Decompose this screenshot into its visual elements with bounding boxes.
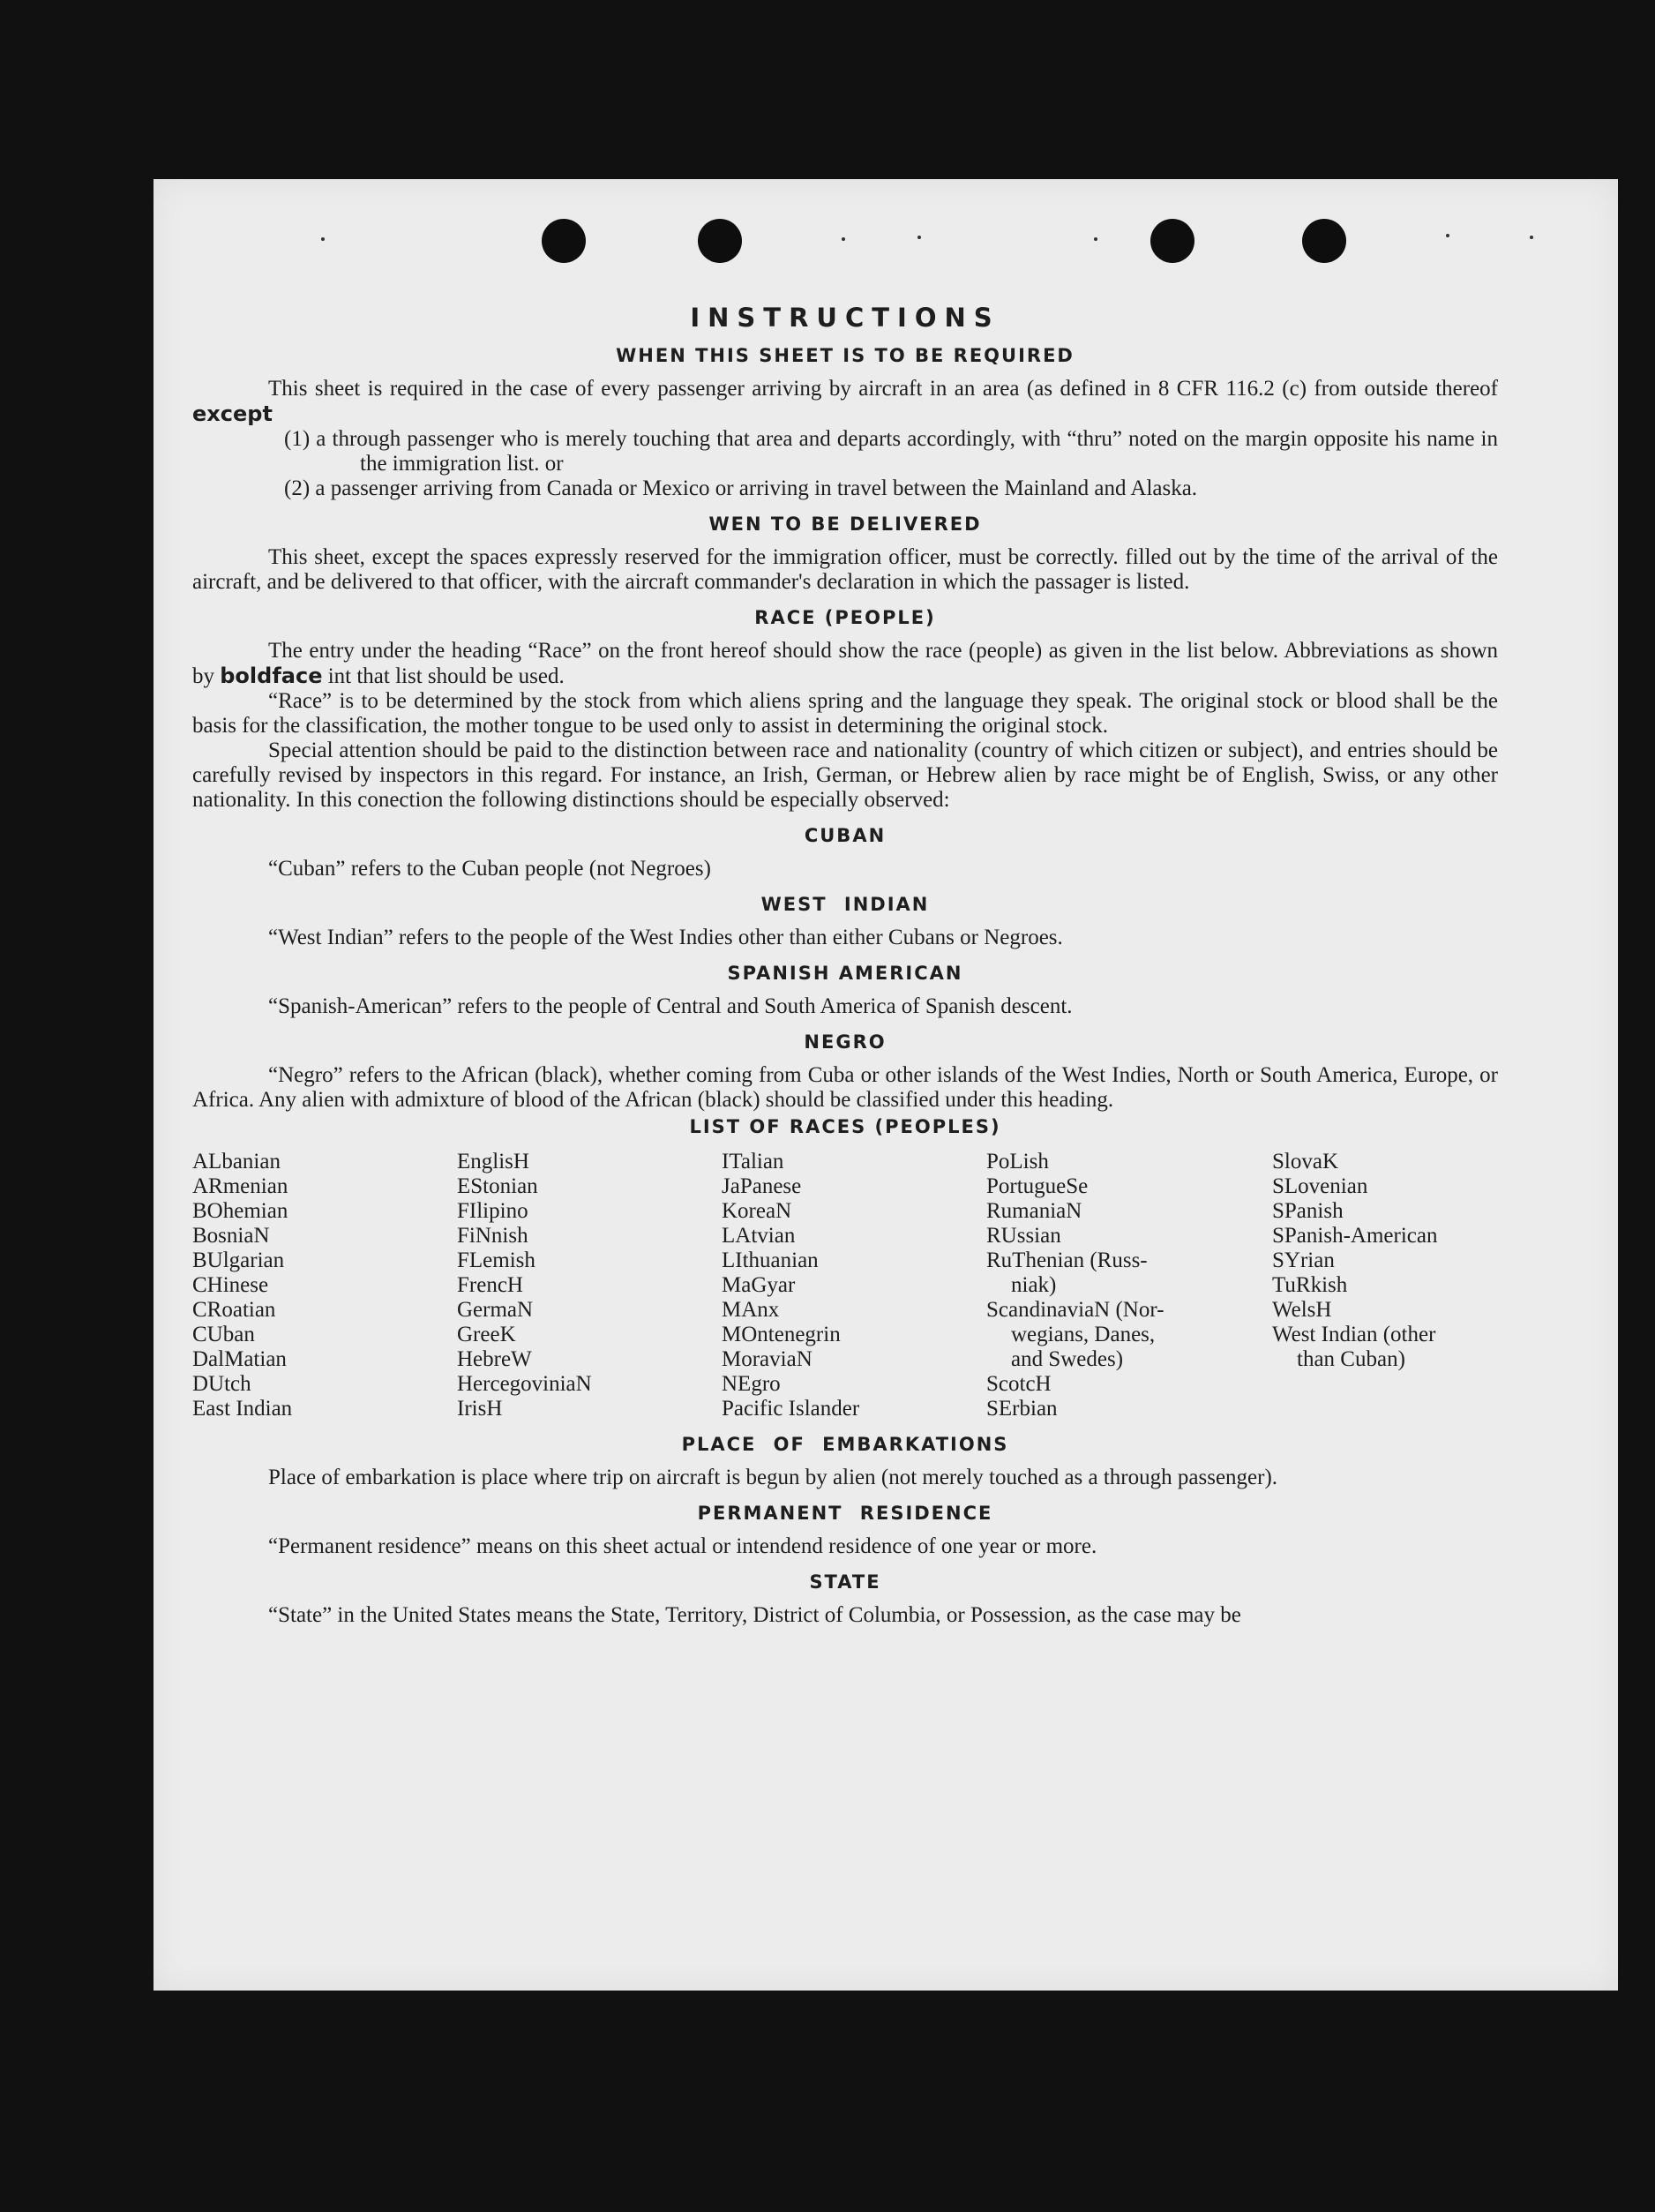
race-item: KoreaN xyxy=(722,1199,792,1223)
punch-hole xyxy=(1302,219,1346,263)
race-item-continuation: niak) xyxy=(1011,1273,1057,1297)
section-heading-delivered: WEN TO BE DELIVERED xyxy=(708,514,982,535)
race-item: PoLish xyxy=(986,1150,1049,1173)
race-item: ARmenian xyxy=(192,1174,288,1198)
punch-hole xyxy=(542,219,586,263)
punch-hole xyxy=(1150,219,1194,263)
race-item: CRoatian xyxy=(192,1298,276,1322)
race-column-3 xyxy=(722,1150,986,1421)
race-item: ScotcH xyxy=(986,1372,1052,1396)
race-item: HebreW xyxy=(457,1347,532,1371)
race-column-5 xyxy=(1272,1150,1498,1421)
race-item: LIthuanian xyxy=(722,1248,819,1272)
race-item: SYrian xyxy=(1272,1248,1335,1272)
race-item: Pacific Islander xyxy=(722,1397,860,1421)
race-item: DUtch xyxy=(192,1372,251,1396)
section-heading-race: RACE (PEOPLE) xyxy=(754,607,936,628)
page-title: INSTRUCTIONS xyxy=(690,303,1000,333)
section-heading-list: LIST OF RACES (PEOPLES) xyxy=(689,1116,1001,1137)
race-item: SPanish xyxy=(1272,1199,1344,1223)
race-item: CHinese xyxy=(192,1273,269,1297)
race-item-continuation: than Cuban) xyxy=(1297,1347,1405,1371)
race-item: GreeK xyxy=(457,1323,516,1346)
west-indian-text: “West Indian” refers to the people of the West Indies other than either Cubans or Negroes. xyxy=(268,926,1063,949)
race-item: IrisH xyxy=(457,1397,503,1421)
race-item: BosniaN xyxy=(192,1224,270,1248)
race-item: ScandinaviaN (Nor- xyxy=(986,1298,1164,1322)
paper-speck xyxy=(917,236,921,239)
race-item: EnglisH xyxy=(457,1150,529,1173)
race-item: BUlgarian xyxy=(192,1248,285,1272)
section-heading-cuban: CUBAN xyxy=(804,825,887,846)
cuban-text: “Cuban” refers to the Cuban people (not Negroes) xyxy=(268,857,711,881)
paper-speck xyxy=(842,237,845,241)
race-item: West Indian (other xyxy=(1272,1323,1436,1346)
required-item-1: (1) a through passenger who is merely touching that area and departs accordingly, with “thru” noted on the margin opposite his name in the immigration list. or xyxy=(284,427,1498,476)
race-paragraph-2: “Race” is to be determined by the stock from which aliens spring and the language they speak. The original stock or blood shall be the basis for the classification, the mother tongue to be used only to assist in determining the original stock. xyxy=(192,689,1498,738)
race-item: FIlipino xyxy=(457,1199,528,1223)
punch-hole xyxy=(698,219,742,263)
race-item: BOhemian xyxy=(192,1199,288,1223)
paper-speck xyxy=(321,237,325,241)
race-item: LAtvian xyxy=(722,1224,796,1248)
race-item: GermaN xyxy=(457,1298,534,1322)
race-item: RumaniaN xyxy=(986,1199,1082,1223)
race-boldface: boldface xyxy=(220,664,323,688)
required-intro: This sheet is required in the case of every passenger arriving by aircraft in an area (as defined in 8 CFR 116.2 (c) from outside thereof except xyxy=(192,377,1498,426)
section-heading-negro: NEGRO xyxy=(804,1031,887,1053)
race-item: MoraviaN xyxy=(722,1347,813,1371)
race-item: TuRkish xyxy=(1272,1273,1348,1297)
race-item: CUban xyxy=(192,1323,255,1346)
race-item: FLemish xyxy=(457,1248,535,1272)
section-heading-required: WHEN THIS SHEET IS TO BE REQUIRED xyxy=(616,345,1075,366)
race-item: East Indian xyxy=(192,1397,293,1421)
paper-speck xyxy=(1094,237,1097,241)
race-item: FrencH xyxy=(457,1273,523,1297)
race-item: RUssian xyxy=(986,1224,1061,1248)
paper-speck xyxy=(1530,236,1533,239)
race-item: SLovenian xyxy=(1272,1174,1368,1198)
race-item: FiNnish xyxy=(457,1224,528,1248)
section-heading-embarkation: PLACE OF EMBARKATIONS xyxy=(681,1434,1009,1455)
race-item: RuThenian (Russ- xyxy=(986,1248,1148,1272)
negro-text: “Negro” refers to the African (black), whether coming from Cuba or other islands of the West Indies, North or South America, Europe, or Africa. Any alien with admixture of blood of the African (black) should be classified under this heading. xyxy=(192,1063,1498,1112)
race-item: ITalian xyxy=(722,1150,784,1173)
embarkation-text: Place of embarkation is place where trip on aircraft is begun by alien (not merely touched as a through passenger). xyxy=(268,1466,1278,1489)
race-item: MOntenegrin xyxy=(722,1323,841,1346)
race-item: DalMatian xyxy=(192,1347,287,1371)
race-item: SPanish-American xyxy=(1272,1224,1438,1248)
residence-text: “Permanent residence” means on this sheet actual or intendend residence of one year or more. xyxy=(268,1534,1097,1558)
race-item: ALbanian xyxy=(192,1150,281,1173)
race-item: PortugueSe xyxy=(986,1174,1089,1198)
race-item: SlovaK xyxy=(1272,1150,1338,1173)
race-paragraph-3: Special attention should be paid to the distinction between race and nationality (country of which citizen or subject), and entries should be carefully revised by inspectors in this regard. For instance, an Irish, German, or Hebrew alien by race might be of English, Swiss, or any other nationality. In this conection the following distinctions should be especially observed: xyxy=(192,739,1498,812)
race-item: MaGyar xyxy=(722,1273,796,1297)
section-heading-spanish-american: SPANISH AMERICAN xyxy=(727,963,963,984)
race-item: WelsH xyxy=(1272,1298,1332,1322)
race-column-4 xyxy=(986,1150,1272,1421)
race-item-continuation: and Swedes) xyxy=(1011,1347,1124,1371)
race-item: HercegoviniaN xyxy=(457,1372,592,1396)
section-heading-state: STATE xyxy=(809,1571,881,1593)
state-text: “State” in the United States means the State, Territory, District of Columbia, or Possession, as the case may be xyxy=(268,1603,1241,1627)
section-heading-residence: PERMANENT RESIDENCE xyxy=(697,1503,993,1524)
instructions-content xyxy=(192,303,1498,1628)
race-list xyxy=(192,1150,1498,1421)
race-item: JaPanese xyxy=(722,1174,802,1198)
paper-speck xyxy=(1446,234,1449,237)
race-item: MAnx xyxy=(722,1298,780,1322)
required-except: except xyxy=(192,401,273,426)
race-column-2 xyxy=(457,1150,722,1421)
race-item-continuation: wegians, Danes, xyxy=(1011,1323,1156,1346)
race-item: EStonian xyxy=(457,1174,538,1198)
section-heading-west-indian: WEST INDIAN xyxy=(760,894,930,915)
race-column-1 xyxy=(192,1150,457,1421)
document-sheet xyxy=(154,179,1618,1991)
race-item: SErbian xyxy=(986,1397,1058,1421)
race-paragraph-1: The entry under the heading “Race” on the front hereof should show the race (people) as given in the list below. Abbreviations as shown by boldface int that list should be used. xyxy=(192,639,1498,688)
spanish-american-text: “Spanish-American” refers to the people of Central and South America of Spanish descent. xyxy=(268,994,1073,1018)
delivered-text: This sheet, except the spaces expressly reserved for the immigration officer, must be correctly. filled out by the time of the arrival of the aircraft, and be delivered to that officer, with the aircraft commander's declaration in which the passager is listed. xyxy=(192,545,1498,594)
race-item: NEgro xyxy=(722,1372,781,1396)
required-item-2: (2) a passenger arriving from Canada or Mexico or arriving in travel between the Mainland and Alaska. xyxy=(284,476,1198,500)
